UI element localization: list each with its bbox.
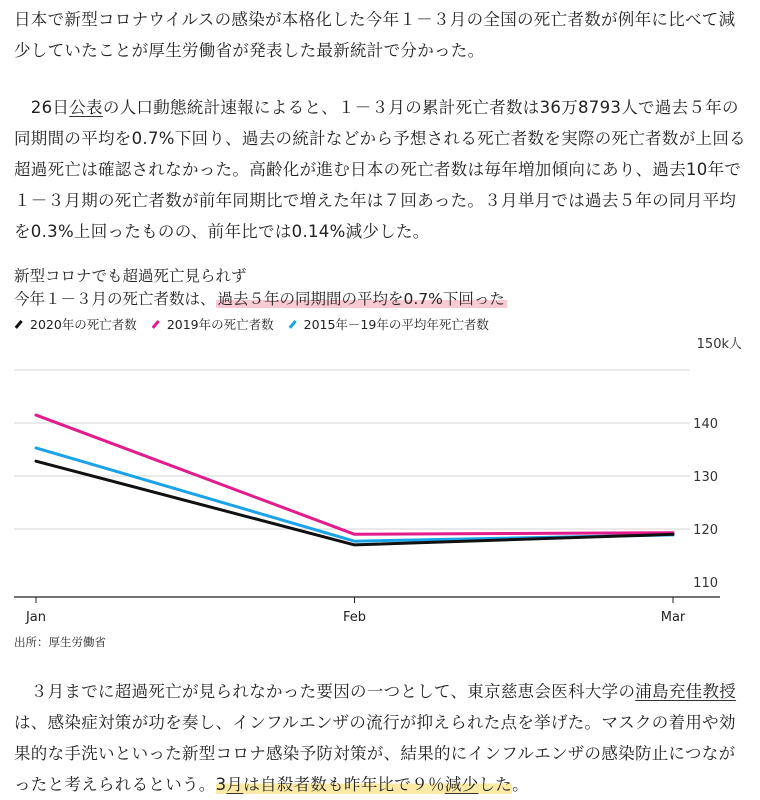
legend-swatch: [151, 320, 159, 329]
legend-swatch: [288, 320, 296, 329]
series-line: [36, 448, 673, 541]
highlighted-sentence: [216, 775, 512, 794]
professor-link[interactable]: 浦島充佳教授: [635, 682, 737, 701]
chart-title: 新型コロナでも超過死亡見られず: [14, 267, 247, 285]
paragraph-2-lead: 26日: [14, 98, 70, 117]
y-tick-label: 120: [693, 523, 718, 538]
chart-subtitle-lead: 今年１－３月の死亡者数は、: [14, 290, 216, 308]
paragraph-3-body: は、感染症対策が功を奏し、インフルエンザの流行が抑えられた点を挙げた。マスクの着用や効果的な手洗いといった新型コロナ感染予防対策が、結果的にインフルエンザの感染防止につながったと考えられるという。: [14, 713, 736, 794]
y-tick-label: 140: [693, 417, 718, 432]
paragraph-2-body: の人口動態統計速報によると、１－３月の累計死亡者数は36万8793人で過去５年の同期間の平均を0.7%下回り、過去の統計などから予想される死亡者数を実際の死亡者数が上回る超過死亡は確認されなかった。高齢化が進む日本の死亡者数は毎年増加傾向にあり、過去10年で１－３月期の死亡者数が前年同期比で増えた年は７回あった。３月単月では過去５年の同月平均を0.3%上回ったものの、前年比では0.14%減少した。: [14, 98, 746, 241]
announcement-link[interactable]: 公表: [69, 98, 103, 117]
y-tick-label: 130: [693, 470, 718, 485]
y-tick-label: 150k人: [696, 337, 742, 352]
chart-subtitle-highlight: 過去５年の同期間の平均を0.7%下回った: [217, 290, 505, 308]
highlight-part-2: は自殺者数も昨年比で９％: [243, 775, 445, 794]
legend-swatch: [15, 320, 23, 329]
decrease-link[interactable]: 減少: [444, 775, 479, 794]
y-tick-label: 110: [693, 576, 718, 591]
line-chart: [0, 330, 760, 630]
march-link[interactable]: 月: [226, 775, 244, 794]
paragraph-3-lead: ３月までに超過死亡が見られなかった要因の一つとして、東京慈恵会医科大学の: [14, 682, 636, 701]
x-tick-label: Mar: [660, 610, 686, 625]
legend-label: 2019年の死亡者数: [166, 317, 274, 332]
chart-subtitle: [14, 287, 507, 309]
legend-label: 2015年－19年の平均年死亡者数: [303, 317, 489, 332]
paragraph-3-end: 。: [512, 775, 529, 794]
chart-source: 出所：厚生労働省: [14, 635, 106, 649]
x-tick-label: Feb: [342, 610, 367, 625]
paragraph-3: [14, 676, 746, 800]
highlight-part-1: 3: [215, 775, 227, 794]
legend-label: 2020年の死亡者数: [30, 317, 137, 332]
paragraph-2: [14, 92, 746, 247]
paragraph-1: 日本で新型コロナウイルスの感染が本格化した今年１－３月の全国の死亡者数が例年に比べて減少していたことが厚生労働省が発表した最新統計で分かった。: [14, 10, 736, 60]
highlight-part-3: した: [478, 775, 513, 794]
x-tick-label: Jan: [25, 610, 47, 625]
